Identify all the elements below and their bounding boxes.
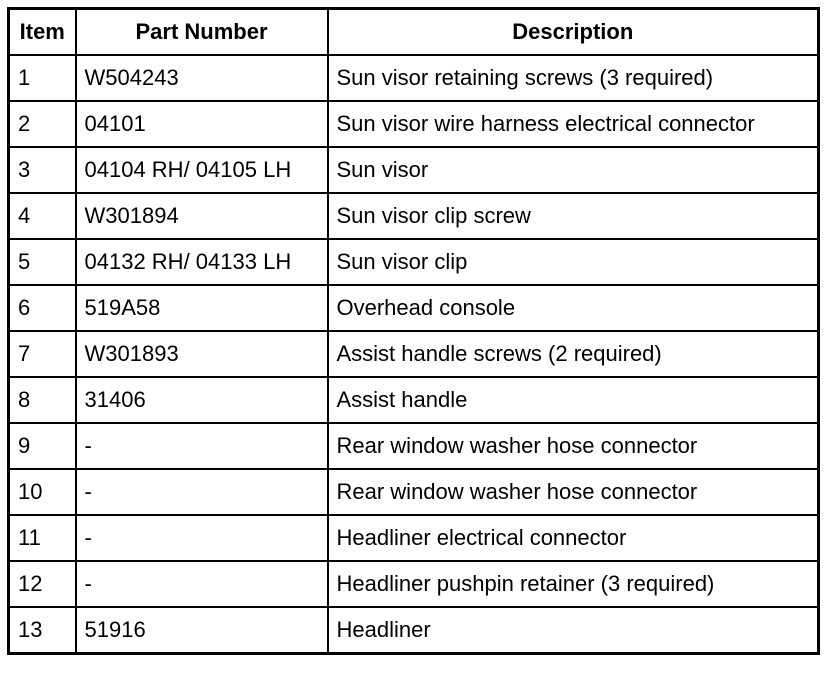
table-row	[9, 515, 819, 561]
table-row	[9, 285, 819, 331]
item-cell: 13	[9, 607, 76, 654]
table-row	[9, 147, 819, 193]
table-row	[9, 377, 819, 423]
item-cell: 4	[9, 193, 76, 239]
header-row	[9, 9, 819, 56]
part-number-cell: 04132 RH/ 04133 LH	[76, 239, 328, 285]
item-cell: 5	[9, 239, 76, 285]
table-row	[9, 101, 819, 147]
part-number-cell: -	[76, 561, 328, 607]
table-row	[9, 423, 819, 469]
description-cell: Sun visor wire harness electrical connector	[328, 101, 819, 147]
table-row	[9, 239, 819, 285]
header-item: Item	[9, 9, 76, 56]
description-cell: Headliner pushpin retainer (3 required)	[328, 561, 819, 607]
item-cell: 1	[9, 55, 76, 101]
description-cell: Headliner electrical connector	[328, 515, 819, 561]
item-cell: 10	[9, 469, 76, 515]
part-number-cell: -	[76, 469, 328, 515]
item-cell: 12	[9, 561, 76, 607]
part-number-cell: -	[76, 423, 328, 469]
table-body	[9, 55, 819, 654]
header-description: Description	[328, 9, 819, 56]
description-cell: Sun visor	[328, 147, 819, 193]
description-cell: Rear window washer hose connector	[328, 469, 819, 515]
item-cell: 8	[9, 377, 76, 423]
table-row	[9, 193, 819, 239]
table-row	[9, 607, 819, 654]
item-cell: 11	[9, 515, 76, 561]
part-number-cell: 519A58	[76, 285, 328, 331]
description-cell: Overhead console	[328, 285, 819, 331]
table-row	[9, 561, 819, 607]
part-number-cell: 04104 RH/ 04105 LH	[76, 147, 328, 193]
description-cell: Headliner	[328, 607, 819, 654]
description-cell: Assist handle	[328, 377, 819, 423]
item-cell: 3	[9, 147, 76, 193]
item-cell: 7	[9, 331, 76, 377]
part-number-cell: -	[76, 515, 328, 561]
part-number-cell: W504243	[76, 55, 328, 101]
table-row	[9, 55, 819, 101]
part-number-cell: W301893	[76, 331, 328, 377]
description-cell: Sun visor clip screw	[328, 193, 819, 239]
item-cell: 6	[9, 285, 76, 331]
description-cell: Assist handle screws (2 required)	[328, 331, 819, 377]
table-header	[9, 9, 819, 56]
part-number-cell: 51916	[76, 607, 328, 654]
header-part-number: Part Number	[76, 9, 328, 56]
description-cell: Rear window washer hose connector	[328, 423, 819, 469]
table-row	[9, 331, 819, 377]
parts-table	[7, 7, 820, 655]
table-row	[9, 469, 819, 515]
part-number-cell: W301894	[76, 193, 328, 239]
item-cell: 9	[9, 423, 76, 469]
part-number-cell: 31406	[76, 377, 328, 423]
description-cell: Sun visor clip	[328, 239, 819, 285]
item-cell: 2	[9, 101, 76, 147]
description-cell: Sun visor retaining screws (3 required)	[328, 55, 819, 101]
part-number-cell: 04101	[76, 101, 328, 147]
